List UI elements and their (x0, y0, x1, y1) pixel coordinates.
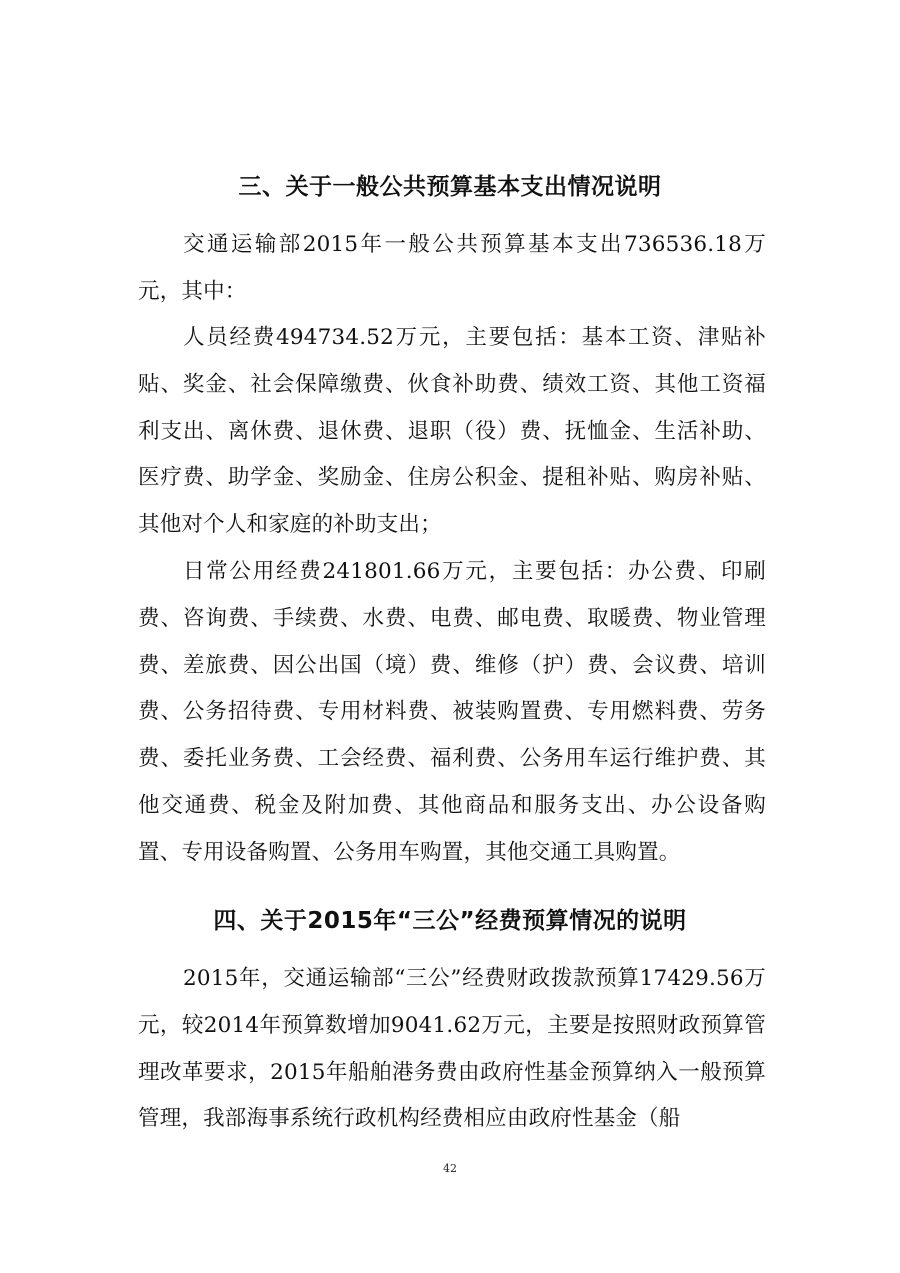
section-4-body-paragraph: 2015年，交通运输部“三公”经费财政拨款预算17429.56万元，较2014年预算数增加9041.62万元，主要是按照财政预算管理改革要求，2015年船舶港务费由政府性基金预算纳入一般预算管理，我部海事系统行政机构经费相应由政府性基金（船 (138, 966, 766, 1132)
section-4-heading: 四、关于2015年“三公”经费预算情况的说明 (213, 908, 687, 934)
public-expenses-paragraph: 日常公用经费241801.66万元，主要包括：办公费、印刷费、咨询费、手续费、水费、电费、邮电费、取暖费、物业管理费、差旅费、因公出国（境）费、维修（护）费、会议费、培训费、公务招待费、专用材料费、被装购置费、专用燃料费、劳务费、委托业务费、工会经费、福利费、公务用车运行维护费、其他交通费、税金及附加费、其他商品和服务支出、办公设备购置、专用设备购置、公务用车购置，其他交通工具购置。 (138, 559, 766, 865)
personnel-expenses-paragraph: 人员经费494734.52万元，主要包括：基本工资、津贴补贴、奖金、社会保障缴费、伙食补助费、绩效工资、其他工资福利支出、离休费、退休费、退职（役）费、抚恤金、生活补助、医疗费、助学金、奖励金、住房公积金、提租补贴、购房补贴、其他对个人和家庭的补助支出； (138, 325, 766, 538)
page-number: 42 (443, 1162, 457, 1175)
section-3-intro-paragraph: 交通运输部2015年一般公共预算基本支出736536.18万元，其中： (138, 232, 766, 304)
section-3-heading: 三、关于一般公共预算基本支出情况说明 (238, 174, 662, 200)
